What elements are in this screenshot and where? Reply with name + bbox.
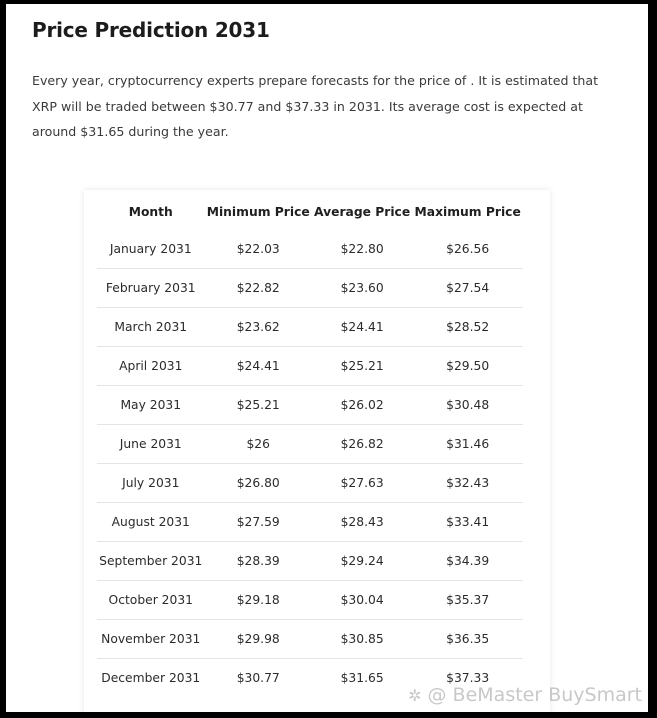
table-row [97,386,523,425]
month-cell: April 2031 [97,347,205,386]
average-price-cell: $23.60 [312,269,412,308]
average-price-cell: $29.24 [312,542,412,581]
price-table-card [84,190,550,712]
minimum-price-cell: $22.03 [236,242,280,256]
header-average-price: Average Price [314,205,411,219]
page-title: Price Prediction 2031 [32,18,270,42]
table-row [97,347,523,386]
watermark [408,684,642,706]
minimum-price-cell: $25.21 [205,386,312,425]
minimum-price-cell: $28.39 [205,542,312,581]
table-row [97,308,523,347]
month-cell: September 2031 [97,542,205,581]
maximum-price-cell: $29.50 [412,347,523,386]
header-minimum-price: Minimum Price [206,205,310,219]
minimum-price-cell: $29.98 [205,620,312,659]
month-cell: February 2031 [97,269,205,308]
minimum-price-cell: $30.77 [205,659,312,698]
month-cell: October 2031 [97,581,205,620]
average-price-cell: $28.43 [312,503,412,542]
table-row [97,464,523,503]
maximum-price-cell: $31.46 [412,425,523,464]
table-row [97,425,523,464]
table-row [97,581,523,620]
minimum-price-cell: $26 [205,425,312,464]
table-header-row [97,194,523,230]
maximum-price-cell: $26.56 [446,242,490,256]
table-row [97,230,523,269]
minimum-price-cell: $24.41 [205,347,312,386]
maximum-price-cell: $32.43 [412,464,523,503]
month-cell: June 2031 [97,425,205,464]
article-frame [6,4,648,712]
watermark-text: @ BeMaster BuySmart [427,684,642,706]
table-row [97,542,523,581]
average-price-cell: $30.04 [312,581,412,620]
maximum-price-cell: $30.48 [412,386,523,425]
minimum-price-cell: $23.62 [205,308,312,347]
maximum-price-cell: $35.37 [412,581,523,620]
month-cell: January 2031 [109,242,192,256]
month-cell: May 2031 [97,386,205,425]
month-cell: November 2031 [97,620,205,659]
average-price-cell: $26.02 [312,386,412,425]
minimum-price-cell: $26.80 [205,464,312,503]
sparkle-logo-icon: ✲ [408,685,422,705]
month-cell: August 2031 [97,503,205,542]
table-row [97,269,523,308]
minimum-price-cell: $29.18 [205,581,312,620]
average-price-cell: $25.21 [312,347,412,386]
maximum-price-cell: $33.41 [412,503,523,542]
minimum-price-cell: $22.82 [205,269,312,308]
maximum-price-cell: $34.39 [412,542,523,581]
header-maximum-price: Maximum Price [414,205,521,219]
maximum-price-cell: $37.33 [412,659,523,698]
table-body [97,230,523,697]
month-cell: March 2031 [97,308,205,347]
table-row [97,620,523,659]
average-price-cell: $31.65 [312,659,412,698]
average-price-cell: $27.63 [312,464,412,503]
intro-paragraph: Every year, cryptocurrency experts prepare forecasts for the price of . It is estimated that XRP will be traded between $30.77 and $37.33 in 2031. Its average cost is expected at around $31.65 during the year. [32,73,599,139]
maximum-price-cell: $27.54 [412,269,523,308]
maximum-price-cell: $28.52 [412,308,523,347]
header-month: Month [128,205,173,219]
average-price-cell: $24.41 [312,308,412,347]
month-cell: December 2031 [97,659,205,698]
minimum-price-cell: $27.59 [205,503,312,542]
table-row [97,503,523,542]
average-price-cell: $22.80 [340,242,384,256]
price-prediction-table [97,194,523,697]
month-cell: July 2031 [97,464,205,503]
average-price-cell: $30.85 [312,620,412,659]
maximum-price-cell: $36.35 [412,620,523,659]
average-price-cell: $26.82 [312,425,412,464]
